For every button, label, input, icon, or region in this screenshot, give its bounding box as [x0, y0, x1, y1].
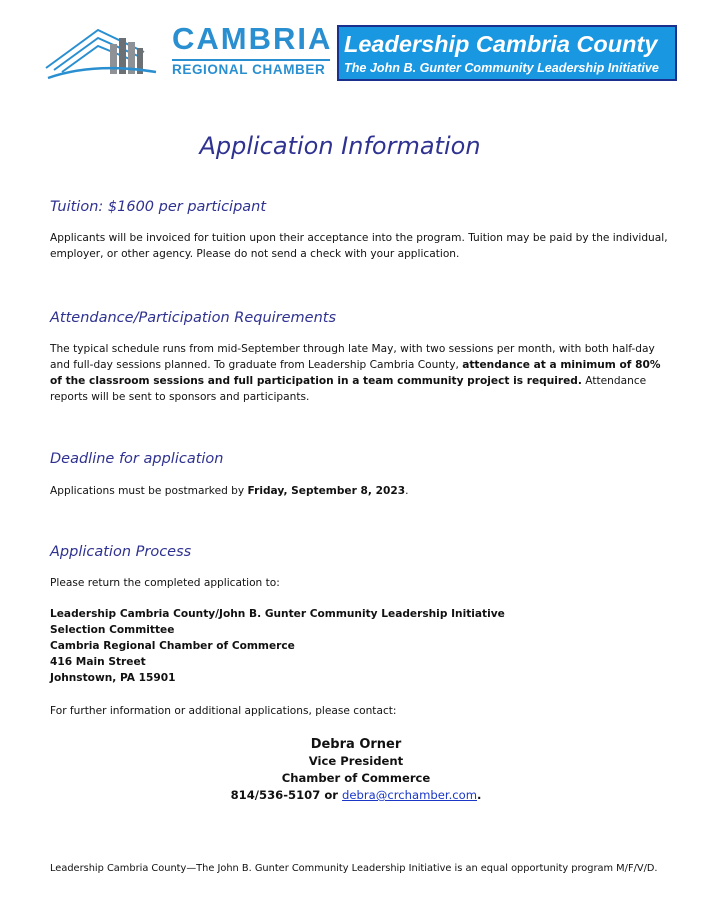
- address-line: Selection Committee: [50, 624, 175, 636]
- banner-title: Leadership Cambria County: [344, 31, 658, 57]
- footer-text: Leadership Cambria County—The John B. Gunter Community Leadership Initiative is an equal opportunity program M/F/V/D.: [50, 863, 658, 874]
- contact-org: Chamber of Commerce: [281, 771, 431, 785]
- cambria-logo: [44, 22, 334, 84]
- chamber-skyline-icon: [44, 22, 174, 84]
- contact-role: Vice President: [308, 754, 404, 768]
- mailing-address: [50, 606, 505, 686]
- attendance-requirement: attendance at a minimum of 80% of the classroom sessions and full participation in a team community project is required.: [50, 359, 661, 387]
- contact-or: or: [320, 788, 343, 802]
- contact-email-link[interactable]: debra@crchamber.com: [342, 788, 478, 802]
- contact-details: [0, 787, 707, 804]
- program-banner: [337, 25, 677, 81]
- deadline-heading: Deadline for application: [50, 451, 224, 467]
- further-info-text: For further information or additional applications, please contact:: [50, 705, 397, 717]
- attendance-body: [50, 341, 670, 405]
- process-heading: Application Process: [50, 544, 192, 560]
- address-line: Cambria Regional Chamber of Commerce: [50, 640, 295, 652]
- address-line: Leadership Cambria County/John B. Gunter Community Leadership Initiative: [50, 608, 505, 620]
- logo-divider: [172, 59, 330, 61]
- attendance-heading: Attendance/Participation Requirements: [50, 310, 337, 326]
- banner-subtitle: The John B. Gunter Community Leadership Initiative: [344, 61, 659, 75]
- deadline-body: [50, 483, 670, 499]
- tuition-body: Applicants will be invoiced for tuition upon their acceptance into the program. Tuition may be paid by the individual, employer, or other agency. Please do not send a check with your application.: [50, 232, 668, 260]
- attendance-text-2: Attendance reports will be sent to sponsors and participants.: [50, 375, 647, 403]
- contact-block: [0, 736, 707, 804]
- contact-phone: 814/536-5107: [230, 788, 321, 802]
- deadline-text-1: Applications must be postmarked by: [50, 485, 248, 497]
- contact-name: Debra Orner: [310, 737, 402, 752]
- logo-sub-text: REGIONAL CHAMBER: [172, 62, 326, 77]
- process-intro: Please return the completed application to:: [50, 577, 280, 589]
- deadline-text-2: .: [405, 485, 409, 497]
- attendance-text-1: The typical schedule runs from mid-September through late May, with two sessions per month, with both half-day and full-day sessions planned. To graduate from Leadership Cambria County,: [50, 343, 655, 371]
- logo-main-text: CAMBRIA: [172, 21, 333, 56]
- address-line: Johnstown, PA 15901: [50, 672, 176, 684]
- deadline-date: Friday, September 8, 2023: [247, 485, 406, 497]
- tuition-heading: Tuition: $1600 per participant: [50, 199, 267, 215]
- page-title: Application Information: [199, 132, 481, 160]
- address-line: 416 Main Street: [50, 656, 146, 668]
- contact-end: .: [477, 788, 482, 802]
